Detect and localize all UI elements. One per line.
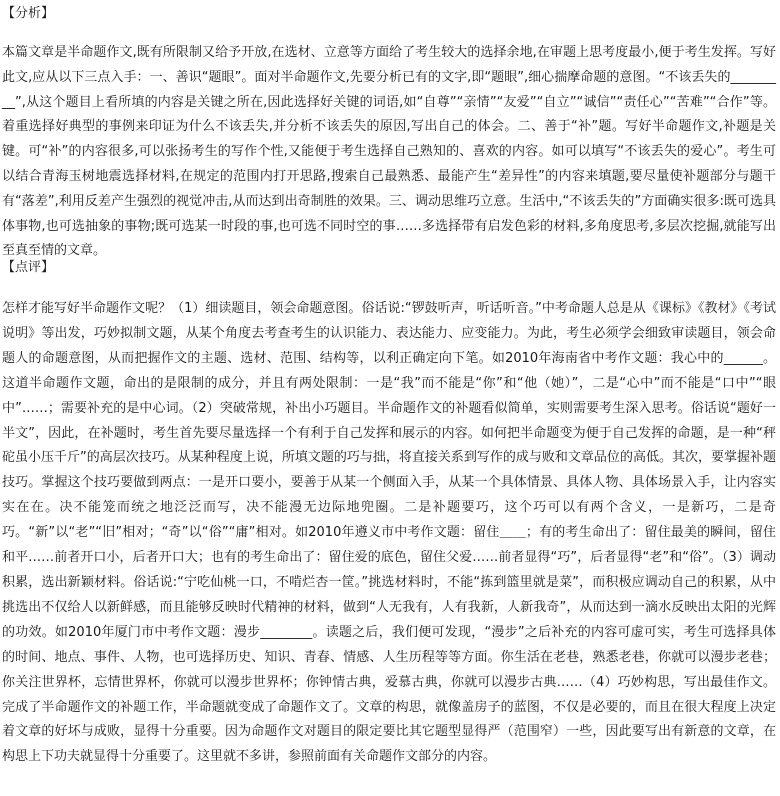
analysis-paragraph: 本篇文章是半命题作文,既有所限制又给予开放,在选材、立意等方面给了考生较大的选择余地,在审题上思考度最小,便于考生发挥。写好此文,应从以下三点入手：一、善识“题眼”。面对半命题作文,先要分析已有的文字,即“题眼”,细心揣摩命题的意图。“不该丢失的_________”,从这个题目上看所填的内容是关键之所在,因此选择好关键的词语,如“自尊”“亲情”“友爱”“自立”“诚信”“责任心”“苦难”“合作”等。着重选择好典型的事例来印证为什么不该丢失,并分析不该丢失的原因,写出自己的体会。二、善于“补”题。写好半命题作文,补题是关键。可“补”的内容很多,可以张扬考生的写作个性,又能便于考生选择自己熟知的、喜欢的内容。如可以填写“不该丢失的爱心”。考生可以结合青海玉树地震选择材料,在规定的范围内打开思路,搜索自己最熟悉、最能产生“差异性”的内容来填题,要尽量使补题部分与题干有“落差”,利用反差产生强烈的视觉冲击,从而达到出奇制胜的效果。三、调动思维巧立意。生活中,“不该丢失的”方面确实很多:既可选具体事物,也可选抽象的事物;既可选某一时段的事,也可选不同时空的事……多选择带有启发色彩的材料,多角度思考,多层次挖掘,就能写出至真至情的文章。 — [2, 45, 776, 259]
comment-heading: 【点评】 — [2, 260, 55, 275]
analysis-heading: 【分析】 — [2, 6, 55, 21]
comment-paragraph: 怎样才能写好半命题作文呢？（1）细读题目，领会命题意图。俗话说:“锣鼓听声，听话听音。”中考命题人总是从《课标》《教材》《考试说明》等出发，巧妙拟制文题，从某个角度去考查考生的认识能力、表达能力、应变能力。为此，考生必须学会细致审读题目，领会命题人的命题意图，从而把握作文的主题、选材、范围、结构等，以利正确定向下笔。如2010年海南省中考作文题：我心中的______。这道半命题作文题，命出的是限制的成分，并且有两处限制：一是“我”而不能是“你”和“他（她）”，二是“心中”而不能是“口中”“眼中”……；需要补充的是中心词。（2）突破常规，补出小巧题目。半命题作文的补题看似简单，实则需要考生深入思考。俗话说“题好一半文”，因此，在补题时，考生首先要尽量选择一个有利于自己发挥和展示的内容。如何把半命题变为便于自己发挥的命题，是一种“秤砣虽小压千斤”的高层次技巧。从某种程度上说，所填文题的巧与拙，将直接关系到写作的成与败和文章品位的高低。其次，要掌握补题技巧。掌握这个技巧要做到两点：一是开口要小，要善于从某一个侧面入手，从某一个具体情景、具体人物、具体场景入手，让内容实实在在。决不能笼而统之地泛泛而写，决不能漫无边际地兜圈。二是补题要巧，这个巧可以有两个含义，一是新巧，二是奇巧。“新”以“老”“旧”相对；“奇”以“俗”“庸”相对。如2010年遵义市中考作文题：留住＿＿；有的考生命出了：留住最美的瞬间，留住和平……前者开口小，后者开口大；也有的考生命出了：留住爱的底色，留住父爱……前者显得“巧”，后者显得“老”和“俗”。（3）调动积累，选出新颖材料。俗话说:“宁吃仙桃一口，不啃烂杏一筐。”挑选材料时，不能“拣到篮里就是菜”，而积极应调动自己的积累，从中挑选出不仅给人以新鲜感，而且能够反映时代精神的材料，做到“人无我有，人有我新，人新我奇”，从而达到一滴水反映出太阳的光辉的功效。如2010年厦门市中考作文题：漫步________。读题之后，我们便可发现，“漫步”之后补充的内容可虚可实，考生可选择具体的时间、地点、事件、人物，也可选择历史、知识、青春、情感、人生历程等等方面。你生活在老巷，熟悉老巷，你就可以漫步老巷；你关注世界杯，忘情世界杯，你就可以漫步世界杯；你钟情古典，爱慕古典，你就可以漫步古典……（4）巧妙构思，写出最佳作文。完成了半命题作文的补题工作，半命题就变成了命题作文了。文章的构思，就像盖房子的蓝图，不仅是必要的，而且在很大程度上决定着文章的好坏与成败，显得十分重要。因为命题作文对题目的限定要比其它题型显得严（范围窄）一些，因此要写出有新意的文章，在构思上下功夫就显得十分重要了。这里就不多讲，参照前面有关命题作文部分的内容。 — [2, 301, 776, 765]
